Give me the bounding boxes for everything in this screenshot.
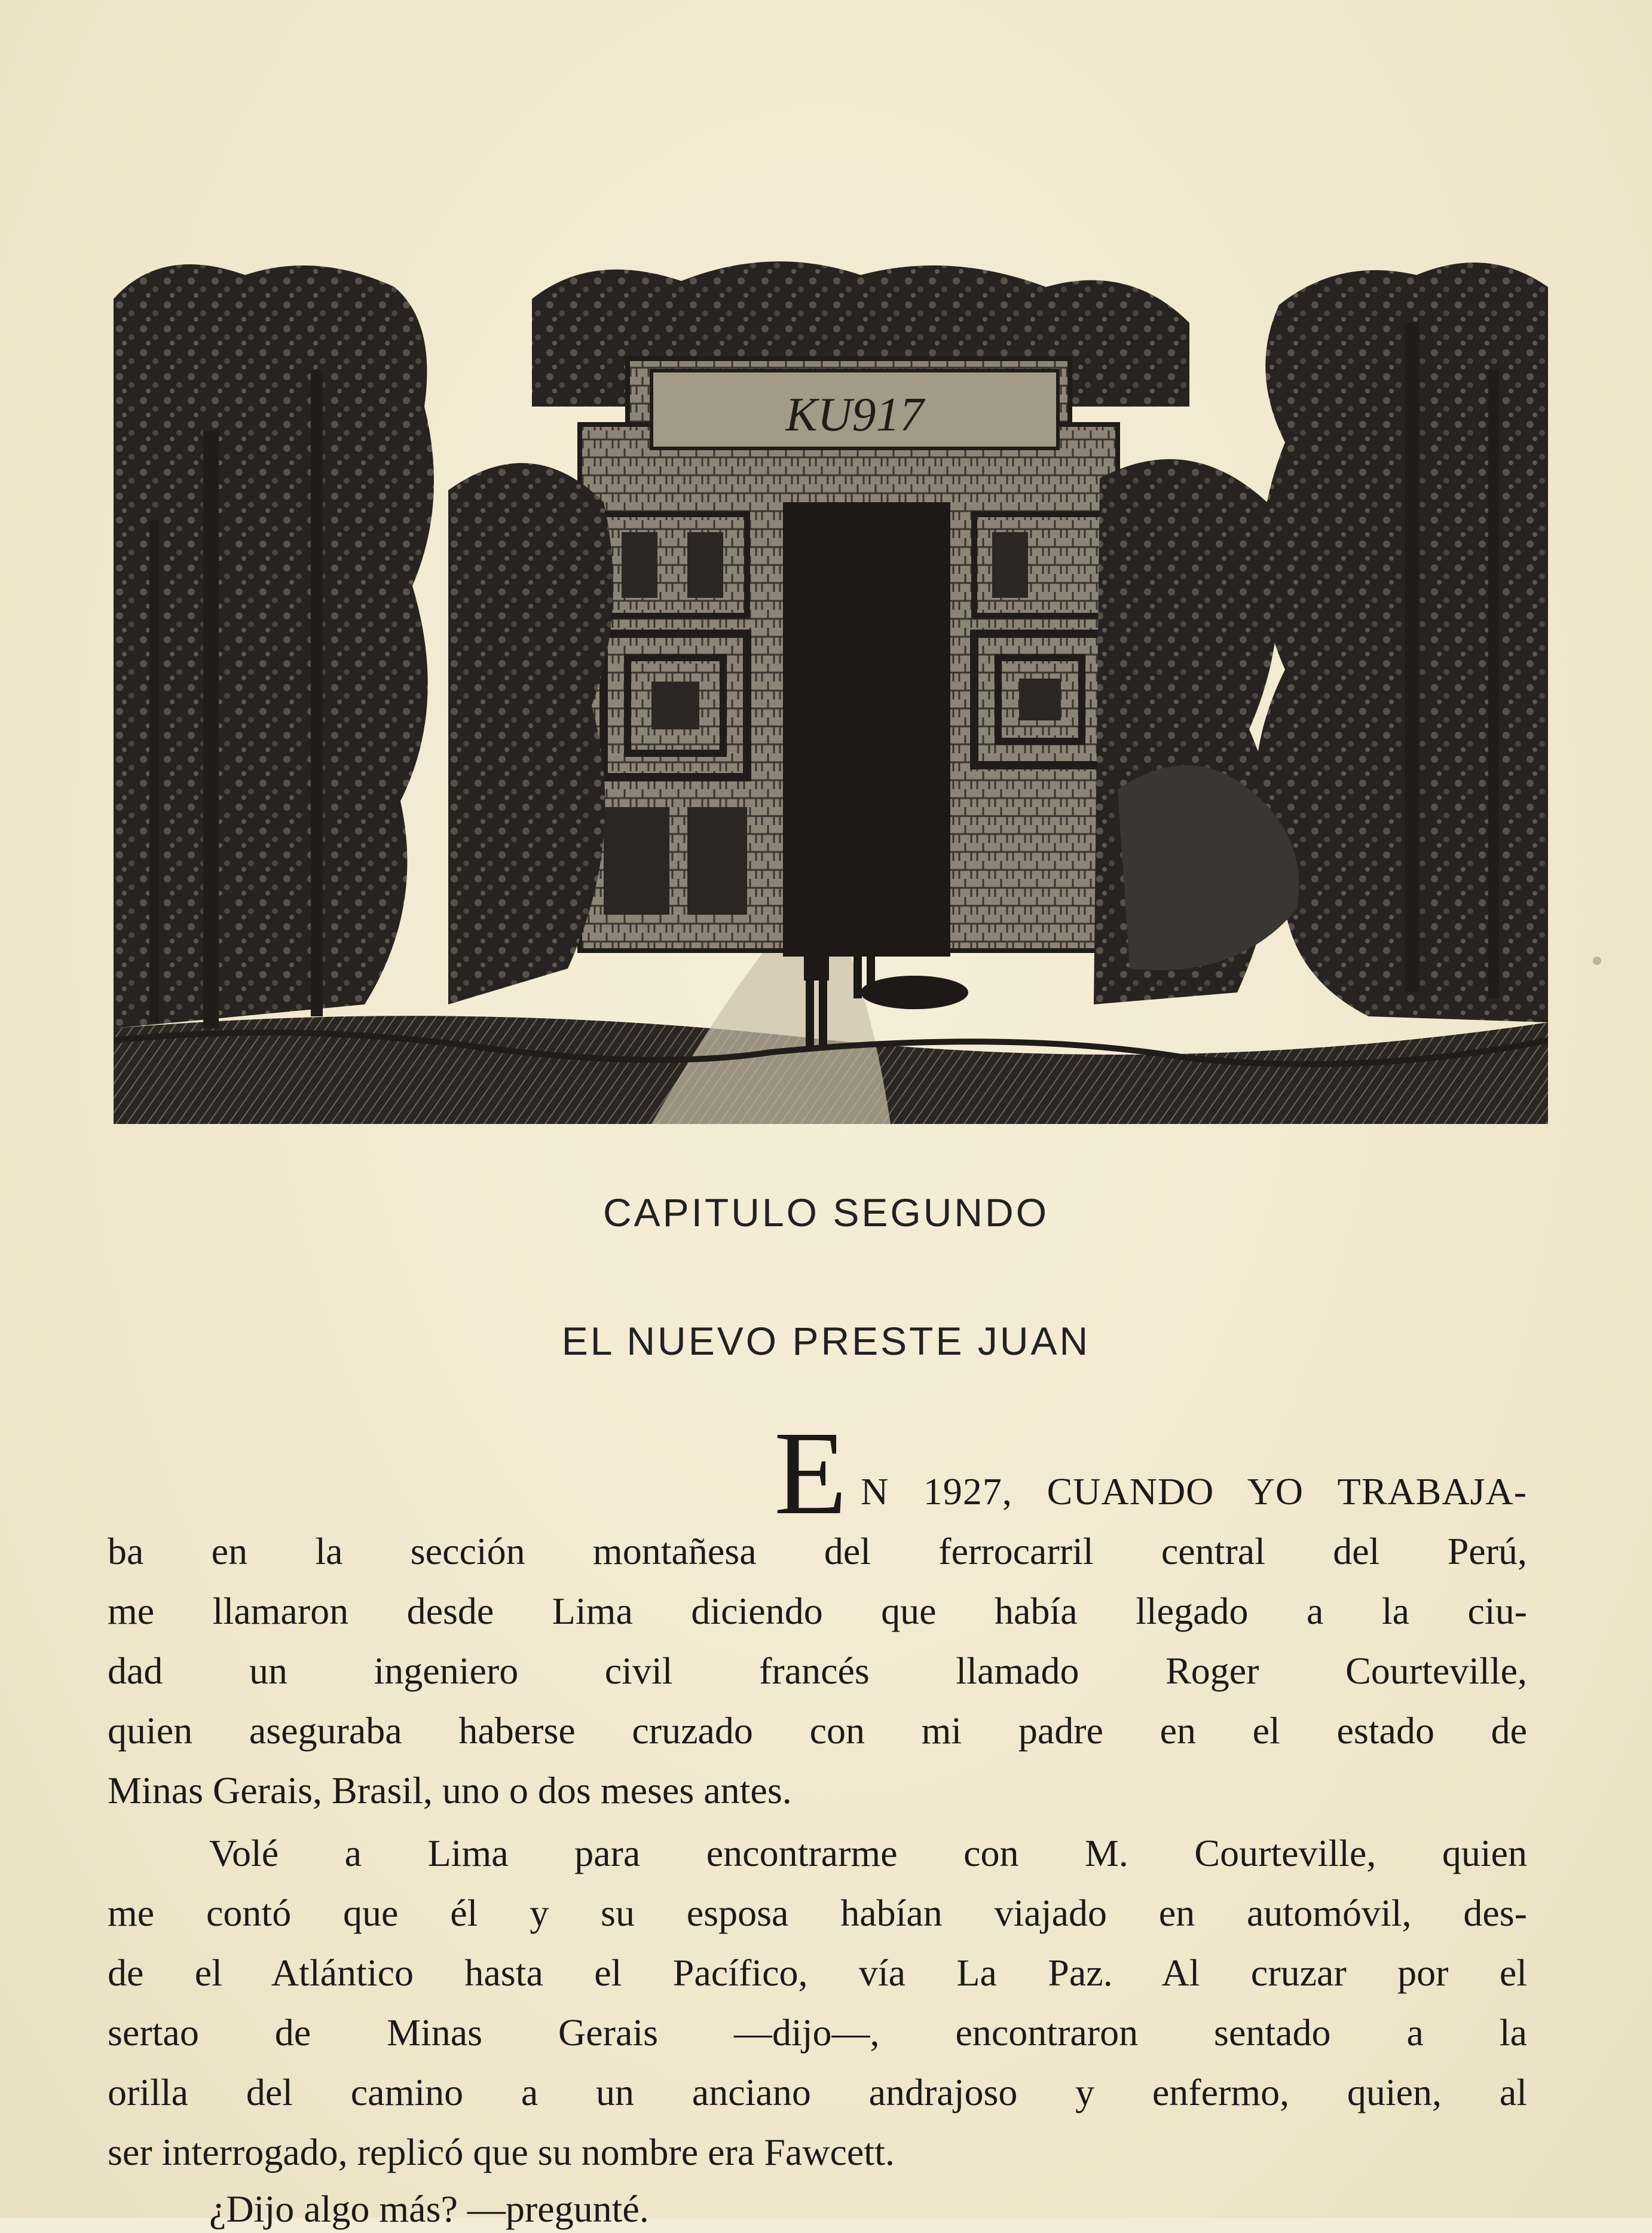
- paper-speck: [1593, 957, 1601, 965]
- body-line: orilla del camino a un anciano andrajoso y enfermo, quien, al: [108, 2071, 1527, 2113]
- svg-text:KU917: KU917: [785, 389, 924, 441]
- body-line: N 1927, CUANDO YO TRABAJA-: [861, 1470, 1527, 1513]
- body-line: me contó que él y su esposa habían viajado en automóvil, des-: [108, 1892, 1527, 1934]
- body-line: ¿Dijo algo más? —pregunté.: [209, 2188, 649, 2230]
- chapter-title: EL NUEVO PRESTE JUAN: [561, 1319, 1091, 1363]
- drop-cap: E: [774, 1407, 848, 1539]
- body-line: ba en la sección montañesa del ferrocarril central del Perú,: [108, 1530, 1527, 1572]
- body-line: de el Atlántico hasta el Pacífico, vía La Paz. Al cruzar por el: [108, 1951, 1527, 1994]
- body-line: me llamaron desde Lima diciendo que había llegado a la ciu-: [108, 1590, 1527, 1632]
- body-line: dad un ingeniero civil francés llamado Roger Courteville,: [108, 1649, 1527, 1692]
- body-line: sertao de Minas Gerais —dijo—, encontraron sentado a la: [108, 2011, 1527, 2054]
- body-line: Volé a Lima para encontrarme con M. Courteville, quien: [209, 1832, 1527, 1874]
- jungle-ruins-illustration: [114, 251, 1548, 1124]
- body-line: quien aseguraba haberse cruzado con mi padre en el estado de: [108, 1709, 1527, 1752]
- body-line: Minas Gerais, Brasil, uno o dos meses antes.: [108, 1769, 792, 1812]
- body-line: ser interrogado, replicó que su nombre era Fawcett.: [108, 2131, 895, 2173]
- chapter-label: CAPITULO SEGUNDO: [602, 1190, 1050, 1235]
